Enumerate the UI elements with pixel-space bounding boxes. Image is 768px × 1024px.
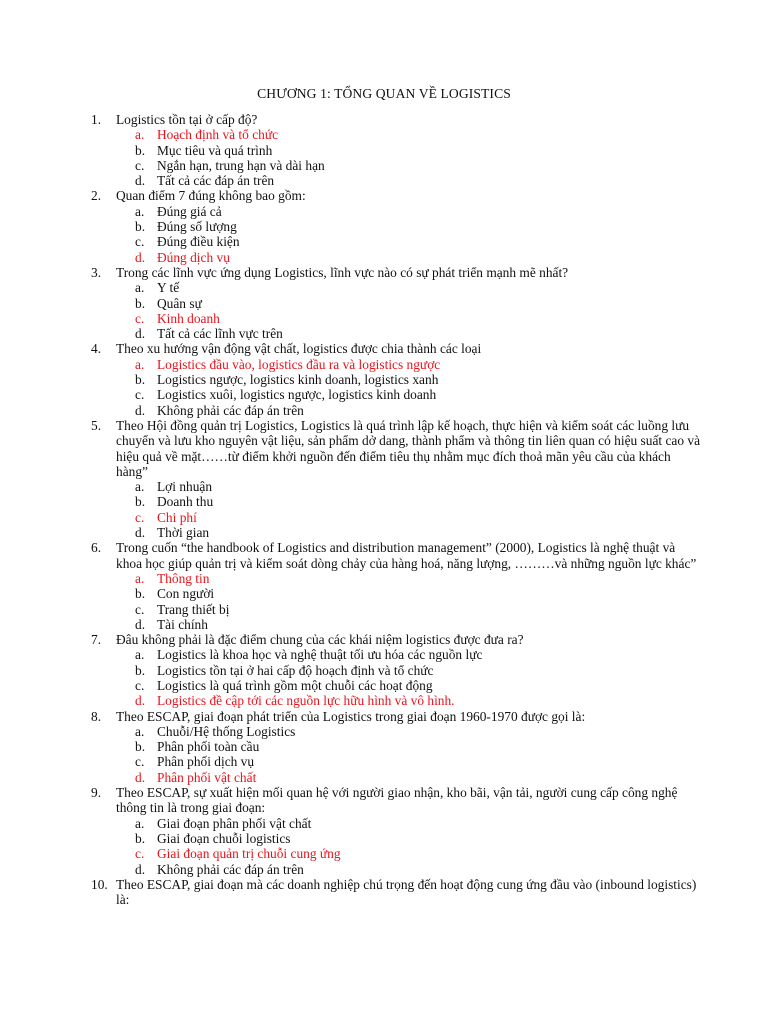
answer-option-correct: [0, 311, 768, 326]
question-text: Đâu không phải là đặc điểm chung của các khái niệm logistics được đưa ra?: [116, 632, 524, 648]
answer-option: [0, 739, 768, 754]
answer-option: [0, 143, 768, 158]
option-letter: d.: [135, 402, 146, 418]
question-item: [0, 112, 768, 188]
answer-option: [0, 372, 768, 387]
answer-option: [0, 494, 768, 509]
question-stem: [0, 632, 768, 647]
option-text: Thời gian: [157, 525, 210, 541]
question-text: Quan điểm 7 đúng không bao gồm:: [116, 188, 306, 204]
question-item: [0, 265, 768, 341]
answer-options: [0, 724, 768, 785]
option-text: Tài chính: [157, 616, 208, 632]
question-list: [0, 112, 768, 907]
option-letter: d.: [135, 326, 146, 342]
answer-options: [0, 127, 768, 188]
question-number: 10.: [91, 876, 108, 892]
answer-option: [0, 647, 768, 662]
question-item: [0, 877, 768, 908]
option-letter: b.: [135, 739, 146, 755]
answer-option-correct: [0, 357, 768, 372]
answer-option: [0, 617, 768, 632]
answer-option: [0, 219, 768, 234]
option-letter: d.: [135, 693, 146, 709]
option-letter: d.: [135, 249, 146, 265]
option-text: Quân sự: [157, 295, 202, 311]
option-letter: c.: [135, 601, 145, 617]
question-number: 2.: [91, 188, 102, 204]
answer-option: [0, 525, 768, 540]
answer-option-correct: [0, 846, 768, 861]
answer-option: [0, 831, 768, 846]
option-text: Đúng điều kiện: [157, 234, 240, 250]
question-text: Theo ESCAP, giai đoạn phát triển của Logistics trong giai đoạn 1960-1970 được gọi là:: [116, 708, 586, 724]
option-text: Logistics ngược, logistics kinh doanh, logistics xanh: [157, 372, 439, 388]
answer-option: [0, 816, 768, 831]
option-text: Ngắn hạn, trung hạn và dài hạn: [157, 157, 325, 173]
option-letter: b.: [135, 586, 146, 602]
answer-option: [0, 754, 768, 769]
answer-option: [0, 387, 768, 402]
option-letter: b.: [135, 662, 146, 678]
question-stem: [0, 418, 768, 479]
question-number: 8.: [91, 708, 102, 724]
option-letter: c.: [135, 387, 145, 403]
answer-options: [0, 479, 768, 540]
option-letter: b.: [135, 494, 146, 510]
answer-option: [0, 403, 768, 418]
option-letter: a.: [135, 280, 145, 296]
answer-option: [0, 234, 768, 249]
question-number: 5.: [91, 417, 102, 433]
answer-option: [0, 602, 768, 617]
option-letter: a.: [135, 127, 145, 143]
option-text: Đúng giá cả: [157, 203, 222, 219]
option-letter: a.: [135, 723, 145, 739]
option-text: Kinh doanh: [157, 310, 220, 326]
option-text: Phân phối dịch vụ: [157, 754, 255, 770]
answer-option: [0, 326, 768, 341]
question-item: [0, 341, 768, 417]
question-text: Theo Hội đồng quản trị Logistics, Logistics là quá trình lập kế hoạch, thực hiện và kiểm soát các luồng lưu chuyển và lưu kho nguyên vật liệu, sản phẩm dở dang, thành phẩm và thông tin liên quan có hiệu suất cao và hiệu quả về mặt……từ điểm khởi nguồn đến điểm tiêu thụ nhằm mục đích thoả mãn yêu cầu của khách hàng”: [116, 417, 701, 479]
option-letter: c.: [135, 234, 145, 250]
question-number: 4.: [91, 341, 102, 357]
question-number: 9.: [91, 785, 102, 801]
question-item: [0, 632, 768, 708]
question-item: [0, 785, 768, 877]
option-letter: d.: [135, 525, 146, 541]
question-text: Theo ESCAP, sự xuất hiện mối quan hệ với người giao nhận, kho bãi, vận tải, người cung cấp công nghệ thông tin là trong giai đoạn:: [116, 785, 678, 816]
question-stem: [0, 785, 768, 816]
option-letter: a.: [135, 647, 145, 663]
option-text: Thông tin: [157, 570, 210, 586]
option-text: Logistics đề cập tới các nguồn lực hữu hình và vô hình.: [157, 693, 455, 709]
question-item: [0, 188, 768, 264]
option-letter: c.: [135, 157, 145, 173]
option-text: Logistics là quá trình gồm một chuỗi các hoạt động: [157, 677, 433, 693]
option-text: Hoạch định và tổ chức: [157, 127, 279, 143]
option-letter: a.: [135, 203, 145, 219]
answer-option-correct: [0, 127, 768, 142]
option-text: Doanh thu: [157, 494, 214, 510]
option-text: Y tế: [157, 280, 180, 296]
answer-option: [0, 678, 768, 693]
answer-option-correct: [0, 693, 768, 708]
option-letter: d.: [135, 769, 146, 785]
question-stem: [0, 540, 768, 571]
question-item: [0, 418, 768, 540]
option-text: Phân phối vật chất: [157, 769, 257, 785]
question-number: 7.: [91, 632, 102, 648]
option-letter: c.: [135, 846, 145, 862]
answer-options: [0, 571, 768, 632]
question-number: 3.: [91, 264, 102, 280]
option-text: Logistics tồn tại ở hai cấp độ hoạch định và tổ chức: [157, 662, 434, 678]
option-letter: b.: [135, 295, 146, 311]
option-text: Lợi nhuận: [157, 479, 213, 495]
option-letter: b.: [135, 142, 146, 158]
option-text: Không phải các đáp án trên: [157, 402, 304, 418]
answer-option: [0, 586, 768, 601]
option-letter: b.: [135, 372, 146, 388]
question-stem: [0, 709, 768, 724]
question-text: Theo xu hướng vận động vật chất, logistics được chia thành các loại: [116, 341, 482, 357]
option-letter: c.: [135, 754, 145, 770]
option-text: Con người: [157, 586, 215, 602]
option-letter: a.: [135, 815, 145, 831]
question-stem: [0, 265, 768, 280]
answer-option: [0, 663, 768, 678]
question-stem: [0, 341, 768, 356]
answer-option-correct: [0, 510, 768, 525]
answer-options: [0, 357, 768, 418]
answer-option: [0, 296, 768, 311]
option-text: Tất cả các đáp án trên: [157, 173, 275, 189]
answer-option-correct: [0, 250, 768, 265]
answer-option: [0, 280, 768, 295]
option-text: Giai đoạn chuỗi logistics: [157, 830, 291, 846]
answer-option-correct: [0, 571, 768, 586]
option-text: Trang thiết bị: [157, 601, 230, 617]
answer-option: [0, 862, 768, 877]
option-letter: a.: [135, 479, 145, 495]
page-title: CHƯƠNG 1: TỔNG QUAN VỀ LOGISTICS: [257, 86, 511, 101]
option-text: Giai đoạn phân phối vật chất: [157, 815, 312, 831]
answer-option-correct: [0, 770, 768, 785]
option-text: Logistics là khoa học và nghệ thuật tối ưu hóa các nguồn lực: [157, 647, 483, 663]
option-text: Đúng dịch vụ: [157, 249, 230, 265]
option-letter: d.: [135, 616, 146, 632]
option-letter: b.: [135, 219, 146, 235]
question-text: Theo ESCAP, giai đoạn mà các doanh nghiệp chú trọng đến hoạt động cung ứng đầu vào (inbound logistics) là:: [116, 876, 697, 908]
option-letter: c.: [135, 509, 145, 525]
answer-option: [0, 724, 768, 739]
option-text: Mục tiêu và quá trình: [157, 142, 273, 158]
option-text: Chuỗi/Hệ thống Logistics: [157, 723, 296, 739]
option-text: Không phải các đáp án trên: [157, 861, 304, 877]
option-letter: d.: [135, 861, 146, 877]
answer-options: [0, 816, 768, 877]
question-number: 1.: [91, 112, 102, 127]
option-text: Tất cả các lĩnh vực trên: [157, 326, 283, 342]
question-text: Trong các lĩnh vực ứng dụng Logistics, lĩnh vực nào có sự phát triển mạnh mẽ nhất?: [116, 264, 569, 280]
option-letter: b.: [135, 830, 146, 846]
answer-options: [0, 204, 768, 265]
option-text: Logistics xuôi, logistics ngược, logistics kinh doanh: [157, 387, 437, 403]
question-text: Trong cuốn “the handbook of Logistics and distribution management” (2000), Logistics là nghệ thuật và khoa học giúp quản trị và kiểm soát dòng chảy của hàng hoá, năng lượng, ………và những nguồn lực khác”: [116, 540, 697, 571]
question-item: [0, 709, 768, 785]
question-text: Logistics tồn tại ở cấp độ?: [116, 112, 258, 127]
option-text: Phân phối toàn cầu: [157, 739, 260, 755]
answer-option: [0, 158, 768, 173]
option-letter: d.: [135, 173, 146, 189]
question-item: [0, 540, 768, 632]
answer-options: [0, 280, 768, 341]
answer-option: [0, 204, 768, 219]
option-text: Đúng số lượng: [157, 219, 237, 235]
question-stem: [0, 877, 768, 908]
option-letter: a.: [135, 570, 145, 586]
option-letter: a.: [135, 356, 145, 372]
option-text: Chi phí: [157, 509, 197, 525]
question-stem: [0, 112, 768, 127]
answer-options: [0, 647, 768, 708]
option-text: Logistics đầu vào, logistics đầu ra và logistics ngược: [157, 356, 441, 372]
option-letter: c.: [135, 310, 145, 326]
answer-option: [0, 479, 768, 494]
answer-option: [0, 173, 768, 188]
option-letter: c.: [135, 677, 145, 693]
option-text: Giai đoạn quản trị chuỗi cung ứng: [157, 846, 341, 862]
question-stem: [0, 188, 768, 203]
question-number: 6.: [91, 540, 102, 556]
